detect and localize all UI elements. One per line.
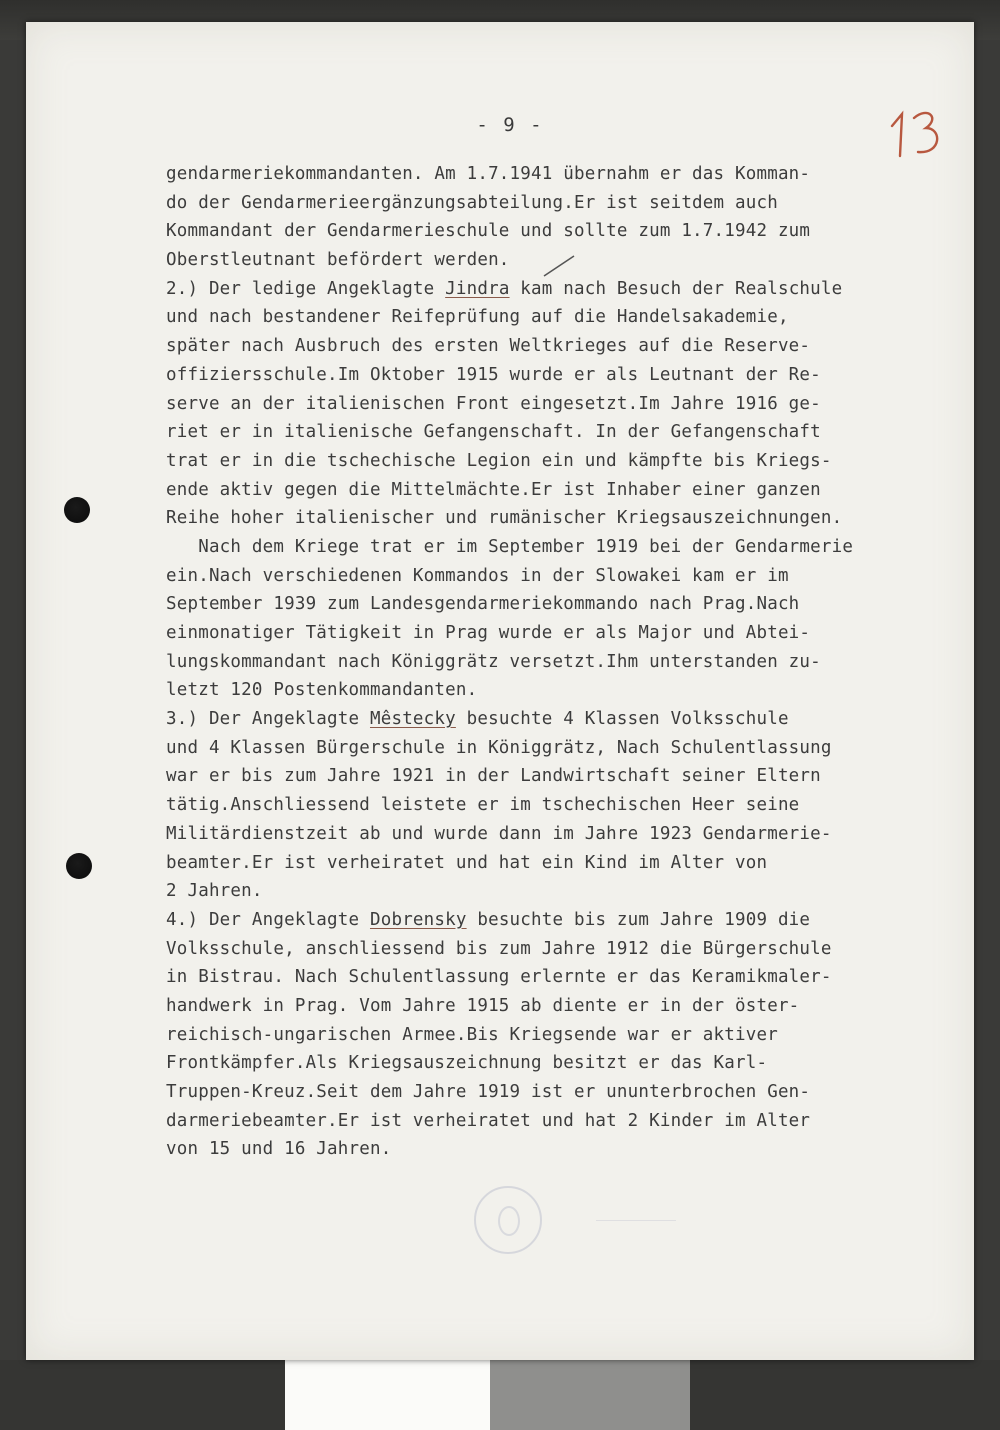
text-line: gendarmeriekommandanten. Am 1.7.1941 übernahm er das Komman- [166, 164, 811, 184]
faint-bleed-through [596, 1204, 676, 1221]
text-line: reichisch-ungarischen Armee.Bis Kriegsende war er aktiver [166, 1024, 778, 1045]
text-line: trat er in die tschechische Legion ein und kämpfte bis Kriegs- [166, 450, 832, 471]
text-line: war er bis zum Jahre 1921 in der Landwirtschaft seiner Eltern [166, 766, 821, 787]
text-line: serve an der italienischen Front eingesetzt.Im Jahre 1916 ge- [166, 393, 821, 414]
text-line: einmonatiger Tätigkeit in Prag wurde er als Major und Abtei- [166, 623, 811, 643]
document-body [166, 160, 946, 1164]
underlined-name: Dobrensky [369, 909, 467, 930]
color-reference-grey [490, 1360, 690, 1430]
text-line: in Bistrau. Nach Schulentlassung erlernte er das Keramikmaler- [166, 967, 832, 988]
text-line: Oberstleutnant befördert werden. [166, 250, 510, 271]
text-line: Frontkämpfer.Als Kriegsauszeichnung besitzt er das Karl- [166, 1053, 768, 1074]
text-line: offiziersschule.Im Oktober 1915 wurde er als Leutnant der Re- [166, 364, 821, 385]
scan-backdrop-bottom-right [690, 1360, 1000, 1430]
text-line: ende aktiv gegen die Mittelmächte.Er ist Inhaber einer ganzen [166, 479, 821, 500]
text-line: Volksschule, anschliessend bis zum Jahre 1912 die Bürgerschule [166, 938, 832, 959]
text-line: letzt 120 Postenkommandanten. [166, 680, 478, 701]
text-line: lungskommandant nach Königgrätz versetzt.Ihm unterstanden zu- [166, 651, 821, 672]
text-line: Militärdienstzeit ab und wurde dann im Jahre 1923 Gendarmerie- [166, 823, 832, 844]
scan-backdrop-bottom-left [0, 1360, 285, 1430]
text-line: Reihe hoher italienischer und rumänischer Kriegsauszeichnungen. [166, 508, 843, 529]
text-line: 4.) Der Angeklagte Dobrensky besuchte bis zum Jahre 1909 die [166, 909, 811, 930]
text-line: Kommandant der Gendarmerieschule und sollte zum 1.7.1942 zum [166, 221, 811, 242]
text-line: 3.) Der Angeklagte Mêstecky besuchte 4 Klassen Volksschule [166, 709, 789, 730]
underlined-name: Mêstecky [369, 709, 456, 730]
text-line: darmeriebeamter.Er ist verheiratet und hat 2 Kinder im Alter [166, 1110, 811, 1131]
text-line: September 1939 zum Landesgendarmeriekommando nach Prag.Nach [166, 594, 800, 615]
text-line: handwerk in Prag. Vom Jahre 1915 ab diente er in der öster- [166, 995, 800, 1016]
faint-stamp-center [498, 1206, 520, 1236]
text-line: 2 Jahren. [166, 881, 263, 902]
text-line: Truppen-Kreuz.Seit dem Jahre 1919 ist er ununterbrochen Gen- [166, 1082, 811, 1102]
punch-hole-bottom [66, 853, 92, 879]
text-line: ein.Nach verschiedenen Kommandos in der Slowakei kam er im [166, 565, 789, 586]
text-line: 2.) Der ledige Angeklagte Jindra kam nach Besuch der Realschule [166, 278, 843, 299]
text-line: Nach dem Kriege trat er im September 1919 bei der Gendarmerie [166, 536, 854, 557]
text-line: tätig.Anschliessend leistete er im tschechischen Heer seine [166, 795, 800, 816]
color-reference-white [285, 1360, 490, 1430]
text-line: beamter.Er ist verheiratet und hat ein Kind im Alter von [166, 852, 768, 873]
text-line: später nach Ausbruch des ersten Weltkrieges auf die Reserve- [166, 336, 811, 357]
punch-hole-top [64, 497, 90, 523]
text-line: von 15 und 16 Jahren. [166, 1139, 392, 1160]
page-number: - 9 - [476, 114, 544, 136]
archive-number [878, 96, 958, 166]
text-line: riet er in italienische Gefangenschaft. In der Gefangenschaft [166, 422, 821, 443]
text-line: und nach bestandener Reifeprüfung auf die Handelsakademie, [166, 307, 789, 328]
text-line: und 4 Klassen Bürgerschule in Königgrätz, Nach Schulentlassung [166, 737, 832, 758]
underlined-name: Jindra [445, 278, 510, 299]
text-line: do der Gendarmerieergänzungsabteilung.Er ist seitdem auch [166, 192, 778, 213]
